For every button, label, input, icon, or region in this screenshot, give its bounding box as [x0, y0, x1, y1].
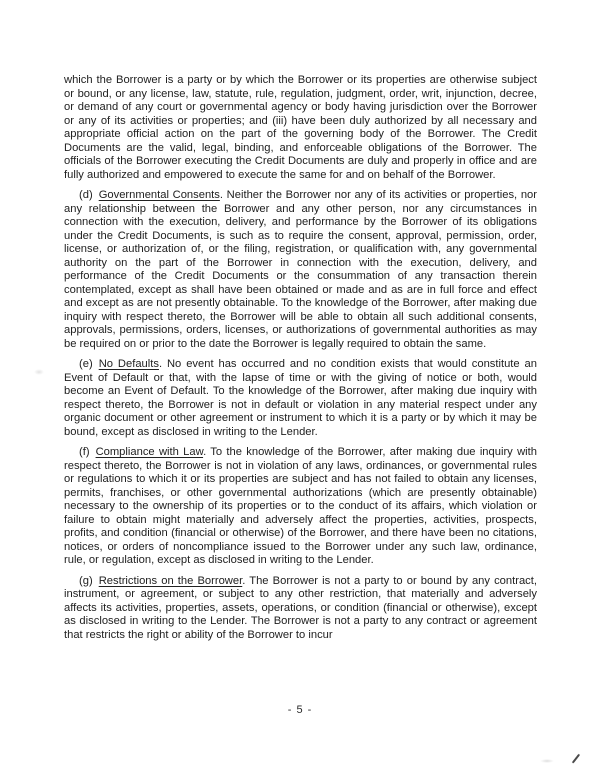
paragraph-heading: Governmental Consents: [98, 189, 220, 201]
paragraph-label: (d): [79, 189, 93, 201]
page-number: - 5 -: [287, 704, 313, 716]
paragraph-restrictions-on-borrower: [64, 575, 537, 643]
paragraph-heading: No Defaults: [98, 358, 159, 370]
paragraph-label: (g): [79, 574, 93, 587]
paragraph-continuation: [64, 74, 537, 182]
paragraph-text: which the Borrower is a party or by which the Borrower or its properties are otherwise subject or bound, or any license, law, statute, rule, regulation, judgment, order, writ, injunction, decree, or demand of any court or governmental agency or body having jurisdiction over the Borrower or any of its activities or properties; and (iii) have been duly authorized by all necessary and appropriate official action on the part of the governing body of the Borrower. The Credit Documents are the valid, legal, binding, and enforceable obligations of the Borrower. The officials of the Borrower executing the Credit Documents are duly and properly in office and are fully authorized and empowered to execute the same for and on behalf of the Borrower.: [64, 74, 537, 181]
pen-tick-mark: [571, 754, 581, 764]
paragraph-no-defaults: [64, 358, 537, 439]
paragraph-text: . The Borrower is not a party to or bound by any contract, instrument, or agreement, or subject to any other restriction, that materially and adversely affects its activities, properties, assets, operations, or condition (financial or otherwise), except as disclosed in writing to the Lender. The Borrower is not a party to any contract or agreement that restricts the right or ability of the Borrower to incur: [64, 574, 537, 641]
scan-smudge-mark: [540, 759, 554, 763]
paragraph-governmental-consents: [64, 189, 537, 351]
scan-smudge-mark: [34, 369, 44, 375]
paragraph-text: . No event has occurred and no condition exists that would constitute an Event of Default or that, with the lapse of time or with the giving of notice or both, would become an Event of Default. To the knowledge of the Borrower, after making due inquiry with respect thereto, the Borrower is not in default or violation in any material respect under any organic document or other agreement or instrument to which it is a party or by which it may be bound, except as disclosed in writing to the Lender.: [64, 358, 537, 438]
paragraph-heading: Restrictions on the Borrower: [98, 574, 243, 587]
document-text-block: [64, 74, 537, 649]
paragraph-text: . Neither the Borrower nor any of its activities or properties, nor any relationship between the Borrower and any other person, nor any circumstances in connection with the execution, delivery, and performance by the Borrower of its obligations under the Credit Documents, is such as to require the consent, approval, permission, order, license, or authorization of, or the filing, registration, or qualification with, any governmental authority on the part of the Borrower in connection with the execution, delivery, and performance of the Credit Documents or the consummation of any transaction therein contemplated, except as shall have been obtained or made and as are in full force and effect and except as are not presently obtainable. To the knowledge of the Borrower, after making due inquiry with respect thereto, the Borrower will be able to obtain all such additional consents, approvals, permissions, orders, licenses, or authorizations of governmental authorities as may be required on or prior to the date the Borrower is legally required to obtain the same.: [64, 189, 537, 350]
paragraph-compliance-with-law: [64, 446, 537, 568]
paragraph-heading: Compliance with Law: [95, 446, 204, 458]
paragraph-text: . To the knowledge of the Borrower, after making due inquiry with respect thereto, the Borrower is not in violation of any laws, ordinances, or governmental rules or regulations to which it or its properties are subject and has not failed to obtain any licenses, permits, franchises, or other governmental authorizations (which are presently obtainable) necessary to the ownership of its properties or to the conduct of its affairs, which violation or failure to obtain might materially and adversely affect the properties, activities, prospects, profits, and condition (financial or otherwise) of the Borrower, and there have been no citations, notices, or orders of noncompliance issued to the Borrower under any such law, ordinance, rule, or regulation, except as disclosed in writing to the Lender.: [64, 446, 537, 566]
paragraph-label: (e): [79, 358, 93, 370]
paragraph-label: (f): [79, 446, 90, 458]
